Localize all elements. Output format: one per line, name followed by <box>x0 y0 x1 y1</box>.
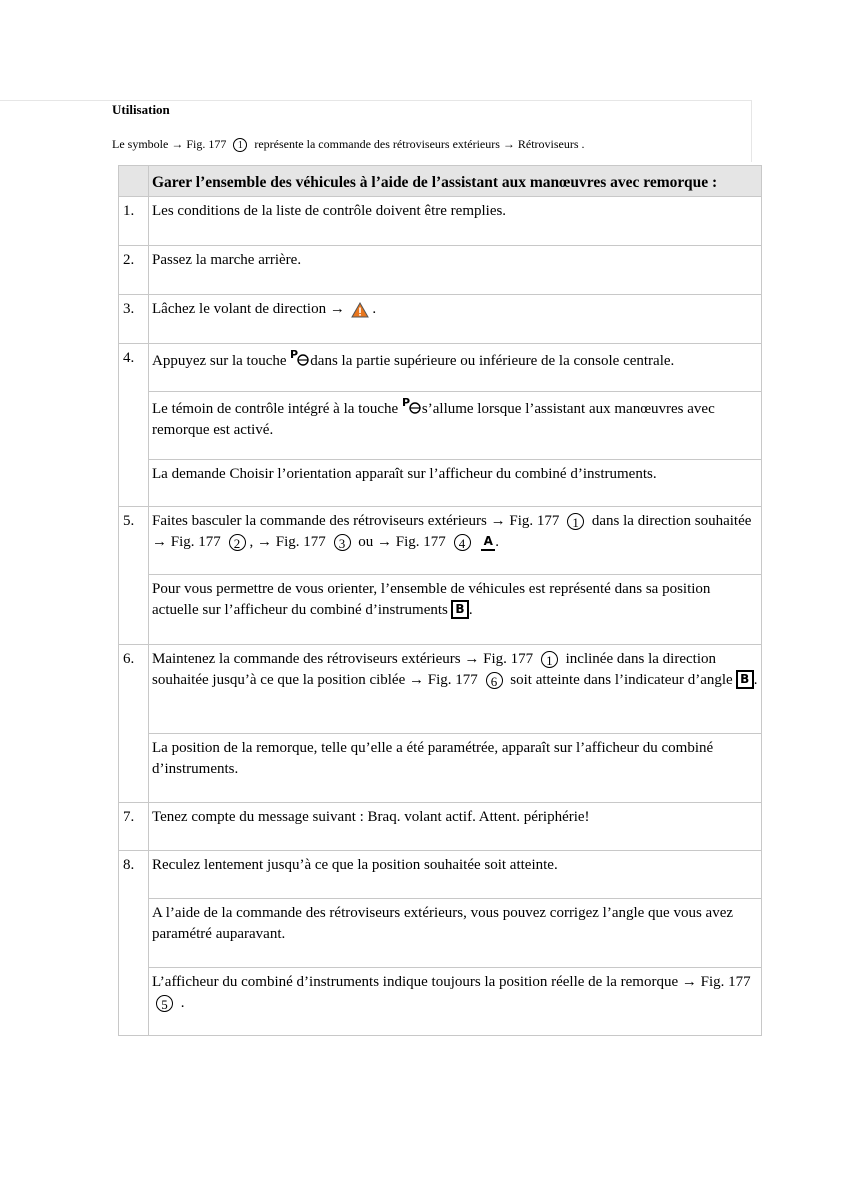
step-number: 3. <box>119 295 149 344</box>
step-text: Maintenez la commande des rétroviseurs extérieurs → Fig. 177 1 inclinée dans la direction souhaitée jusqu’à ce que la position ciblée → Fig. 177 6 soit atteinte dans l’indicateur d’angle B . <box>149 645 762 734</box>
callout-marker: 5 <box>156 995 173 1012</box>
table-row <box>119 645 762 734</box>
section-title: Utilisation <box>112 102 170 117</box>
callout-marker: 4 <box>454 534 471 551</box>
step-text: Appuyez sur la touche P dans la partie supérieure ou inférieure de la console centrale. <box>149 344 762 392</box>
step-text: Tenez compte du message suivant : Braq. volant actif. Attent. périphérie! <box>149 803 762 851</box>
table-row <box>119 295 762 344</box>
table-row <box>119 344 762 392</box>
table-row <box>119 507 762 575</box>
park-assist-trailer-button-icon <box>402 396 422 417</box>
table-row <box>119 899 762 968</box>
figure-label-b-icon: B <box>451 600 469 619</box>
step-number: 7. <box>119 803 149 851</box>
steps-table <box>118 165 762 1036</box>
figure-label-a-icon: A <box>481 534 495 551</box>
callout-marker: 1 <box>233 138 247 152</box>
callout-marker: 1 <box>541 651 558 668</box>
step-number: 4. <box>119 344 149 507</box>
step-number: 8. <box>119 851 149 1036</box>
intro-text: Le symbole → Fig. 177 1 représente la commande des rétroviseurs extérieurs → Rétroviseurs . <box>112 137 585 152</box>
table-header: Garer l’ensemble des véhicules à l’aide de l’assistant aux manœuvres avec remorque : <box>149 166 762 197</box>
table-row <box>119 851 762 899</box>
step-text: Faites basculer la commande des rétroviseurs extérieurs → Fig. 177 1 dans la direction souhaitée → Fig. 177 2 , → Fig. 177 3 ou → Fig. 177 4 A . <box>149 507 762 575</box>
step-note: A l’aide de la commande des rétroviseurs extérieurs, vous pouvez corrigez l’angle que vous avez paramétré auparavant. <box>149 899 762 968</box>
step-number: 6. <box>119 645 149 803</box>
callout-marker: 1 <box>567 513 584 530</box>
table-row <box>119 246 762 295</box>
step-number: 1. <box>119 197 149 246</box>
table-header-row <box>119 166 762 197</box>
table-row <box>119 734 762 803</box>
step-note: Pour vous permettre de vous orienter, l’ensemble de véhicules est représenté dans sa position actuelle sur l’afficheur du combiné d’instruments B . <box>149 575 762 645</box>
right-divider <box>751 100 752 162</box>
table-row <box>119 575 762 645</box>
table-row <box>119 392 762 460</box>
step-note: La demande Choisir l’orientation apparaît sur l’afficheur du combiné d’instruments. <box>149 460 762 507</box>
callout-marker: 2 <box>229 534 246 551</box>
step-text: Les conditions de la liste de contrôle doivent être remplies. <box>149 197 762 246</box>
step-number: 2. <box>119 246 149 295</box>
table-row <box>119 460 762 507</box>
step-note: Le témoin de contrôle intégré à la touche P s’allume lorsque l’assistant aux manœuvres avec remorque est activé. <box>149 392 762 460</box>
step-number: 5. <box>119 507 149 645</box>
step-note: La position de la remorque, telle qu’elle a été paramétrée, apparaît sur l’afficheur du combiné d’instruments. <box>149 734 762 803</box>
callout-marker: 3 <box>334 534 351 551</box>
step-text: Passez la marche arrière. <box>149 246 762 295</box>
figure-label-b-icon: B <box>736 670 754 689</box>
top-divider <box>0 100 752 101</box>
svg-text:P: P <box>401 396 410 409</box>
park-assist-trailer-button-icon <box>290 348 310 369</box>
step-note: L’afficheur du combiné d’instruments indique toujours la position réelle de la remorque → Fig. 177 5 . <box>149 968 762 1036</box>
step-text: Reculez lentement jusqu’à ce que la position souhaitée soit atteinte. <box>149 851 762 899</box>
warning-triangle-icon <box>351 302 369 318</box>
table-row <box>119 197 762 246</box>
table-row <box>119 803 762 851</box>
step-text: Lâchez le volant de direction → . <box>149 295 762 344</box>
svg-text:P: P <box>290 348 299 361</box>
callout-marker: 6 <box>486 672 503 689</box>
table-row <box>119 968 762 1036</box>
